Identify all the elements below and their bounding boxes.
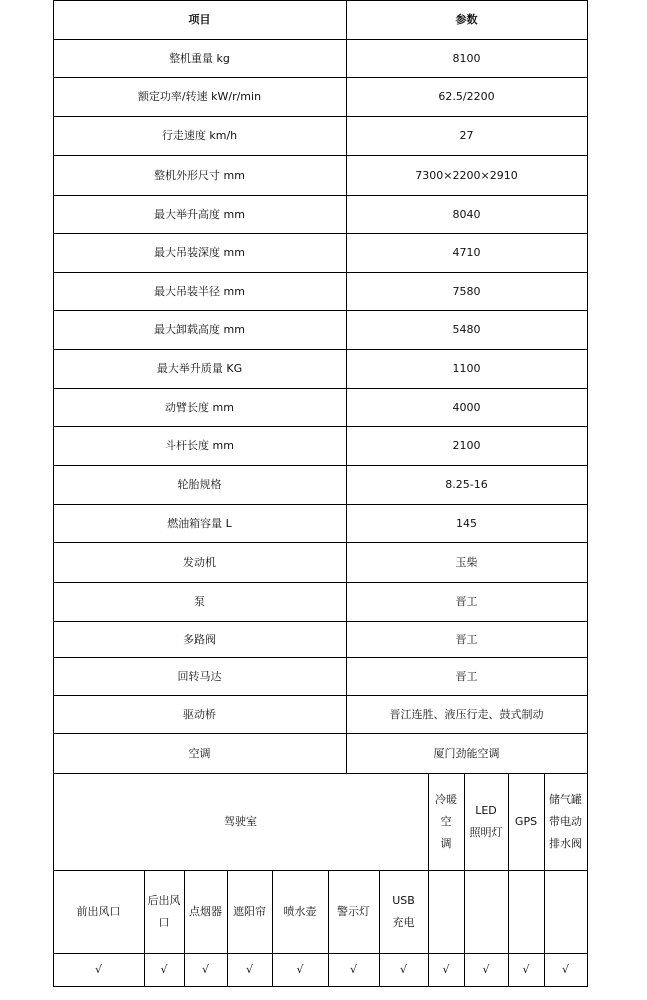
cab-feature-line: 冷暖空 bbox=[435, 792, 457, 828]
check-mark: √ bbox=[442, 963, 450, 976]
spec-value: 晋工 bbox=[455, 632, 478, 646]
check-mark: √ bbox=[94, 963, 102, 976]
spec-label: 轮胎规格 bbox=[177, 478, 222, 491]
cab-feature bbox=[272, 870, 328, 953]
spec-value: 厦门劲能空调 bbox=[433, 746, 500, 760]
spec-label: 行走速度 km/h bbox=[161, 129, 238, 142]
check-mark: √ bbox=[561, 963, 569, 976]
cab-feature bbox=[328, 870, 379, 953]
spec-value: 8040 bbox=[452, 207, 481, 221]
check-mark: √ bbox=[482, 963, 490, 976]
cab-feature bbox=[184, 870, 227, 953]
cab-feature-line: 后出风 bbox=[147, 893, 181, 907]
spec-value: 62.5/2200 bbox=[438, 90, 495, 103]
spec-label: 泵 bbox=[194, 595, 205, 608]
spec-label: 整机重量 kg bbox=[169, 51, 230, 65]
cab-title: 驾驶室 bbox=[224, 815, 257, 828]
check-mark: √ bbox=[522, 963, 530, 976]
spec-value: 2100 bbox=[452, 439, 481, 452]
check-mark: √ bbox=[160, 963, 168, 976]
cab-feature-line: 排水阀 bbox=[549, 836, 582, 850]
cab-feature-line: 前出风口 bbox=[76, 904, 121, 918]
cab-feature bbox=[544, 773, 587, 870]
spec-value: 8100 bbox=[452, 51, 481, 65]
cab-feature-line: 照明灯 bbox=[469, 825, 503, 839]
check-mark: √ bbox=[296, 963, 304, 976]
cab-feature bbox=[428, 773, 464, 870]
header-value: 参数 bbox=[455, 13, 478, 26]
spec-label: 最大吊装半径 mm bbox=[154, 284, 245, 298]
spec-value: 27 bbox=[459, 129, 474, 142]
cab-feature-line: 带电动 bbox=[549, 814, 582, 828]
spec-label: 最大吊装深度 mm bbox=[154, 246, 245, 259]
spec-value: 5480 bbox=[452, 323, 481, 336]
cab-feature bbox=[464, 773, 508, 870]
spec-label: 回转马达 bbox=[177, 669, 222, 683]
spec-value: 4000 bbox=[452, 400, 481, 414]
table-rule bbox=[53, 986, 588, 987]
spec-label: 最大卸载高度 mm bbox=[154, 323, 245, 336]
spec-value: 8.25-16 bbox=[445, 478, 488, 491]
spec-label: 动臂长度 mm bbox=[165, 400, 234, 414]
header-item: 项目 bbox=[188, 13, 211, 26]
cab-feature-line: 警示灯 bbox=[337, 904, 370, 918]
cab-feature-line: 点烟器 bbox=[189, 904, 222, 918]
spec-label: 斗杆长度 mm bbox=[165, 439, 234, 452]
spec-value: 4710 bbox=[452, 246, 481, 259]
cab-feature-line: 充电 bbox=[392, 915, 415, 929]
spec-value: 晋江连胜、液压行走、鼓式制动 bbox=[389, 707, 544, 721]
spec-value: 7300×2200×2910 bbox=[415, 168, 518, 182]
check-mark: √ bbox=[349, 963, 357, 976]
check-mark: √ bbox=[245, 963, 253, 976]
cab-feature-line: 调 bbox=[440, 836, 452, 850]
cab-feature-line: 口 bbox=[158, 915, 170, 929]
spec-value: 145 bbox=[456, 516, 477, 530]
cab-feature bbox=[53, 870, 144, 953]
cab-feature bbox=[379, 870, 428, 953]
spec-label: 燃油箱容量 L bbox=[167, 516, 232, 530]
check-mark: √ bbox=[201, 963, 209, 976]
spec-value: 1100 bbox=[452, 362, 481, 375]
check-mark: √ bbox=[399, 963, 407, 976]
cab-feature-line: 遮阳帘 bbox=[233, 904, 266, 918]
cab-feature bbox=[508, 773, 544, 870]
spec-value: 晋工 bbox=[455, 595, 478, 608]
spec-value: 7580 bbox=[452, 284, 481, 298]
spec-value: 玉柴 bbox=[455, 555, 478, 569]
cab-feature-line: 喷水壶 bbox=[283, 904, 317, 918]
table-border-right bbox=[587, 0, 588, 987]
spec-label: 空调 bbox=[188, 746, 211, 760]
cab-feature-line: 储气罐 bbox=[549, 792, 582, 806]
cab-feature bbox=[144, 870, 184, 953]
cab-feature bbox=[227, 870, 272, 953]
spec-label: 最大举升质量 KG bbox=[156, 362, 243, 375]
spec-label: 多路阀 bbox=[183, 632, 216, 646]
cab-feature-line: GPS bbox=[514, 814, 538, 828]
cab-feature-line: USB bbox=[392, 893, 415, 907]
spec-label: 最大举升高度 mm bbox=[154, 207, 245, 221]
spec-value: 晋工 bbox=[455, 669, 478, 683]
spec-label: 额定功率/转速 kW/r/min bbox=[137, 90, 262, 103]
spec-label: 发动机 bbox=[183, 555, 216, 569]
cab-feature-line: LED bbox=[475, 803, 497, 817]
spec-label: 驱动桥 bbox=[183, 707, 216, 721]
spec-label: 整机外形尺寸 mm bbox=[154, 168, 245, 182]
